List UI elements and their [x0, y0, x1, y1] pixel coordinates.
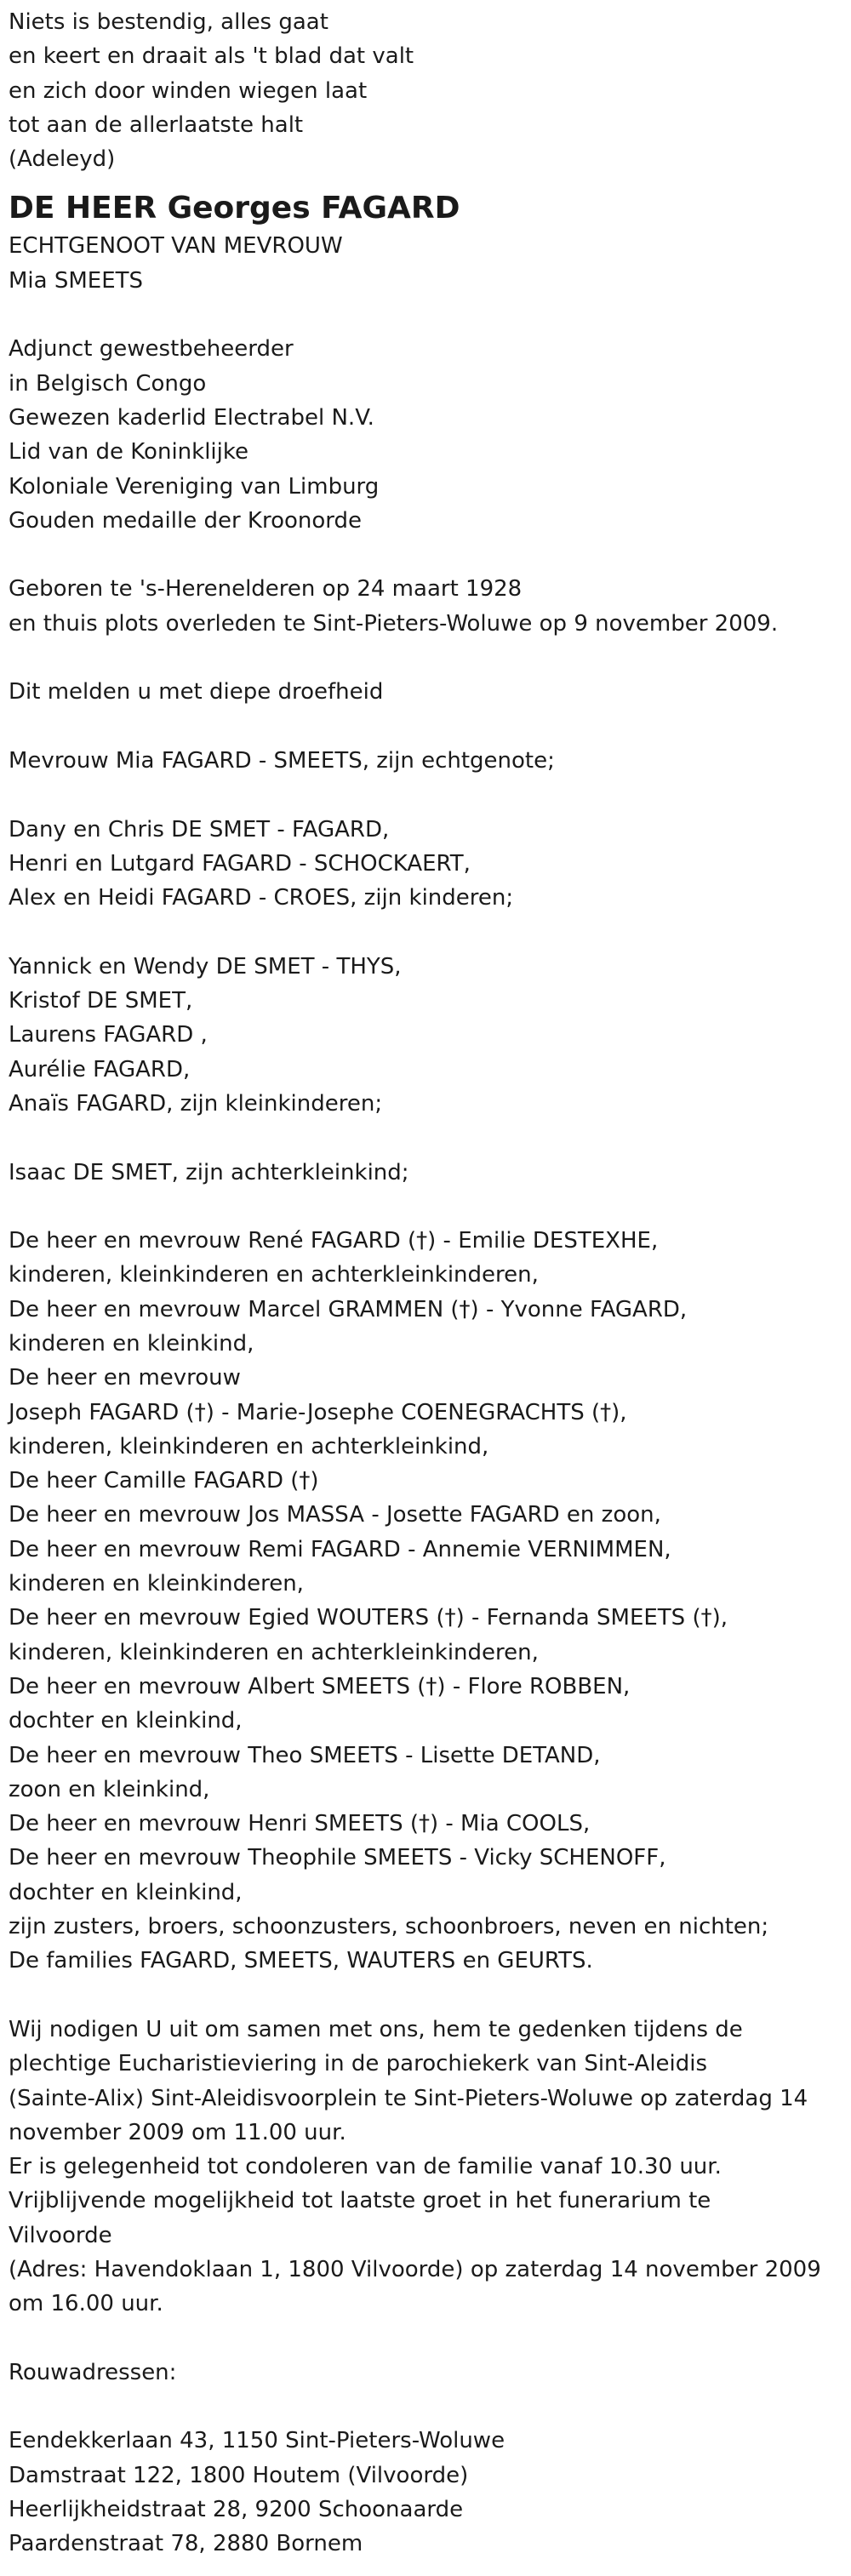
family-line: kinderen, kleinkinderen en achterkleinkinderen,: [9, 1262, 539, 1288]
functions-list: [9, 332, 851, 538]
addresses-heading: Rouwadressen:: [9, 2359, 177, 2385]
grandchild-line: Laurens FAGARD ,: [9, 1022, 208, 1048]
spacer: [9, 298, 851, 332]
spacer: [9, 1121, 851, 1155]
address-line: Paardenstraat 78, 2880 Bornem: [9, 2531, 363, 2557]
ceremony-line: om 16.00 uur.: [9, 2291, 163, 2317]
spouse-line: Mevrouw Mia FAGARD - SMEETS, zijn echtgenote;: [9, 747, 555, 774]
function-line: Gewezen kaderlid Electrabel N.V.: [9, 404, 374, 431]
family-line: De heer en mevrouw Henri SMEETS (†) - Mia COOLS,: [9, 1811, 591, 1837]
family-line: zoon en kleinkind,: [9, 1776, 210, 1802]
spacer: [9, 1190, 851, 1224]
family-line: dochter en kleinkind,: [9, 1708, 243, 1734]
spouse-heading: ECHTGENOOT VAN MEVROUW: [9, 233, 343, 260]
family-line: De heer en mevrouw Remi FAGARD - Annemie VERNIMMEN,: [9, 1536, 671, 1562]
grandchild-line: Aurélie FAGARD,: [9, 1056, 191, 1082]
family-line: De heer en mevrouw René FAGARD (†) - Emilie DESTEXHE,: [9, 1228, 659, 1254]
family-line: kinderen en kleinkinderen,: [9, 1571, 304, 1597]
grandchild-line: Yannick en Wendy DE SMET - THYS,: [9, 953, 402, 980]
birth-line: Geboren te 's-Herenelderen op 24 maart 1928: [9, 576, 523, 603]
spacer: [9, 641, 851, 675]
poem-author: (Adeleyd): [9, 146, 116, 173]
function-line: Adjunct gewestbeheerder: [9, 336, 294, 363]
function-line: in Belgisch Congo: [9, 370, 207, 397]
poem: [9, 5, 851, 176]
family-line: kinderen, kleinkinderen en achterkleinkind,: [9, 1433, 489, 1459]
great-grandchild-line: Isaac DE SMET, zijn achterkleinkind;: [9, 1159, 409, 1185]
family-line: Joseph FAGARD (†) - Marie-Josephe COENEGRACHTS (†),: [9, 1399, 627, 1425]
address-line: Heerlijkheidstraat 28, 9200 Schoonaarde: [9, 2497, 464, 2523]
spacer: [9, 2390, 851, 2424]
child-line: Dany en Chris DE SMET - FAGARD,: [9, 816, 390, 842]
poem-line: tot aan de allerlaatste halt: [9, 111, 304, 138]
family-line: De heer en mevrouw Marcel GRAMMEN (†) - Yvonne FAGARD,: [9, 1296, 688, 1322]
family-line: kinderen en kleinkind,: [9, 1330, 254, 1357]
spacer: [9, 1979, 851, 2013]
family-line: De heer en mevrouw Albert SMEETS (†) - Flore ROBBEN,: [9, 1673, 631, 1699]
poem-line: en keert en draait als 't blad dat valt: [9, 43, 414, 70]
family-line: De families FAGARD, SMEETS, WAUTERS en GEURTS.: [9, 1948, 593, 1974]
poem-line: en zich door winden wiegen laat: [9, 77, 368, 104]
child-line: Henri en Lutgard FAGARD - SCHOCKAERT,: [9, 850, 471, 877]
spacer: [9, 915, 851, 949]
function-line: Lid van de Koninklijke: [9, 439, 249, 466]
ceremony-line: (Sainte-Alix) Sint-Aleidisvoorplein te Sint-Pieters-Woluwe op zaterdag 14: [9, 2085, 808, 2111]
life-dates: [9, 572, 851, 641]
addresses-list: [9, 2424, 851, 2561]
spacer: [9, 778, 851, 812]
family-line: De heer Camille FAGARD (†): [9, 1468, 319, 1494]
announcement-line: Dit melden u met diepe droefheid: [9, 679, 384, 705]
spacer: [9, 710, 851, 744]
ceremony-line: Wij nodigen U uit om samen met ons, hem te gedenken tijdens de: [9, 2016, 743, 2042]
family-line: dochter en kleinkind,: [9, 1879, 243, 1905]
function-line: Gouden medaille der Kroonorde: [9, 507, 363, 534]
spouse-name: Mia SMEETS: [9, 267, 144, 294]
ceremony-line: november 2009 om 11.00 uur.: [9, 2119, 346, 2145]
ceremony-line: Er is gelegenheid tot condoleren van de familie vanaf 10.30 uur.: [9, 2154, 722, 2180]
address-line: Damstraat 122, 1800 Houtem (Vilvoorde): [9, 2462, 469, 2488]
ceremony-line: Vrijblijvende mogelijkheid tot laatste groet in het funerarium te: [9, 2188, 711, 2214]
ceremony-line: plechtige Eucharistieviering in de parochiekerk van Sint-Aleidis: [9, 2051, 708, 2077]
address-line: Eendekkerlaan 43, 1150 Sint-Pieters-Woluwe: [9, 2428, 505, 2454]
family-line: De heer en mevrouw Theophile SMEETS - Vicky SCHENOFF,: [9, 1845, 666, 1871]
family-line: zijn zusters, broers, schoonzusters, schoonbroers, neven en nichten;: [9, 1914, 769, 1940]
family-line: De heer en mevrouw Egied WOUTERS (†) - Fernanda SMEETS (†),: [9, 1605, 728, 1631]
family-line: De heer en mevrouw Jos MASSA - Josette FAGARD en zoon,: [9, 1502, 661, 1528]
family-line: kinderen, kleinkinderen en achterkleinkinderen,: [9, 1639, 539, 1665]
family-line: De heer en mevrouw: [9, 1365, 241, 1391]
grandchildren-list: [9, 950, 851, 1121]
children-list: [9, 813, 851, 916]
child-line: Alex en Heidi FAGARD - CROES, zijn kinderen;: [9, 885, 514, 911]
spacer: [9, 538, 851, 572]
death-line: en thuis plots overleden te Sint-Pieters-Woluwe op 9 november 2009.: [9, 610, 779, 637]
spacer: [9, 2322, 851, 2356]
family-list: [9, 1224, 851, 1979]
poem-line: Niets is bestendig, alles gaat: [9, 9, 328, 35]
deceased-name-heading: DE HEER Georges FAGARD: [9, 191, 460, 226]
grandchild-line: Anaïs FAGARD, zijn kleinkinderen;: [9, 1090, 383, 1117]
ceremony-info: [9, 2013, 851, 2322]
grandchild-line: Kristof DE SMET,: [9, 988, 193, 1014]
family-line: De heer en mevrouw Theo SMEETS - Lisette DETAND,: [9, 1742, 601, 1768]
ceremony-line: Vilvoorde: [9, 2222, 112, 2248]
ceremony-line: (Adres: Havendoklaan 1, 1800 Vilvoorde) op zaterdag 14 november 2009: [9, 2257, 821, 2282]
function-line: Koloniale Vereniging van Limburg: [9, 473, 380, 500]
